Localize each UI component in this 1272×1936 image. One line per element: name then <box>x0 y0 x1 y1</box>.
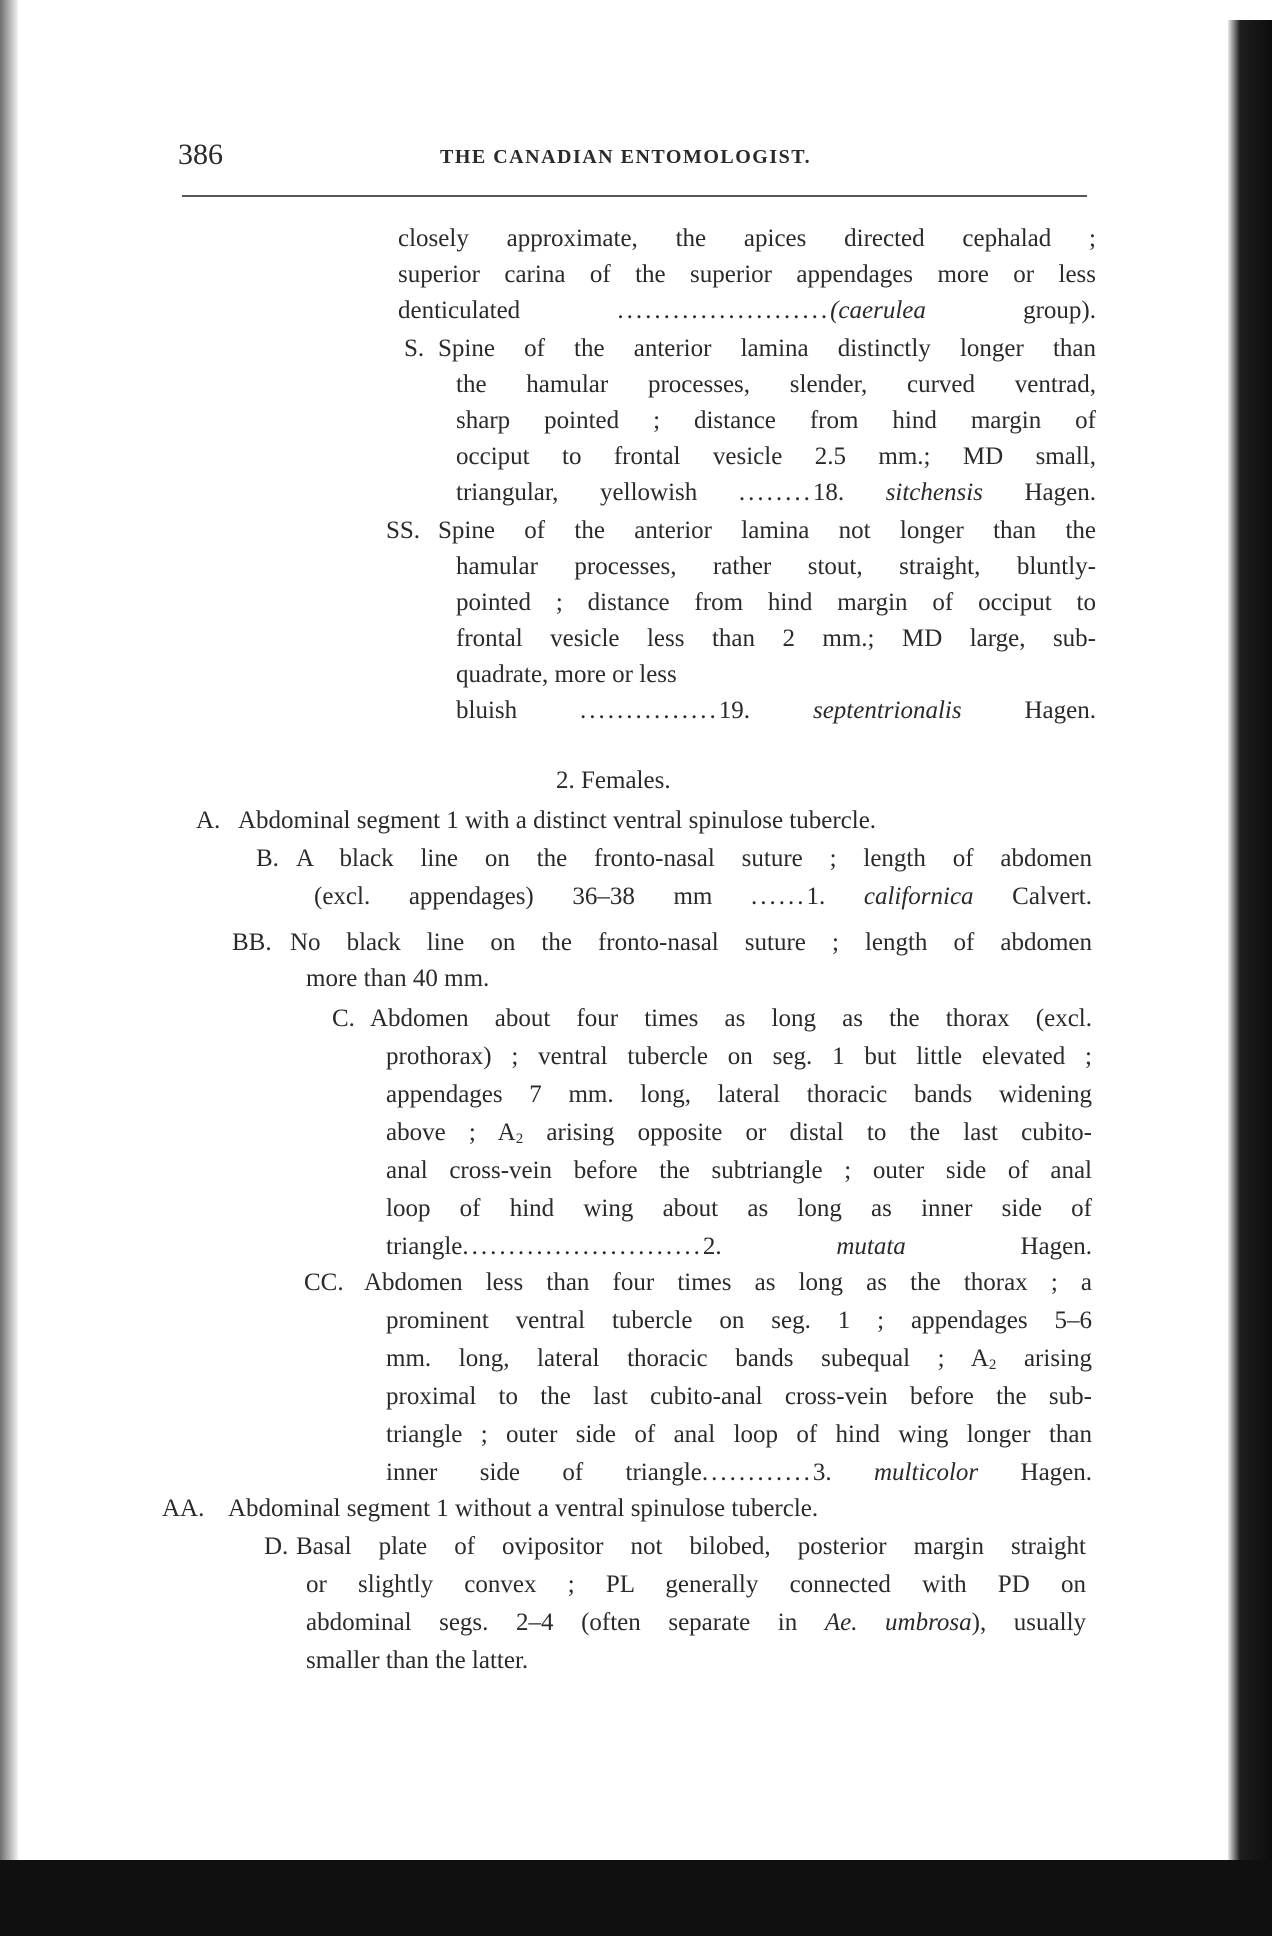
key-entry-line: (excl. appendages) 36–38 mm ......1. californica Calvert. <box>314 883 1093 910</box>
text-line: prominent ventral tubercle on seg. 1 ; appendages 5–6 <box>386 1307 1092 1334</box>
text-line: mm. long, lateral thoracic bands subequal ; $A_2$ arising <box>386 1345 1093 1373</box>
species-name: californica <box>863 883 974 910</box>
text-line: Abdomen about four times as long as the thorax (excl. <box>370 1005 1092 1032</box>
text-line: Abdominal segment 1 without a ventral spinulose tubercle. <box>228 1495 819 1522</box>
species-name: septentrionalis <box>812 697 962 724</box>
key-entry-line: denticulated .......................(caerulea group). <box>398 297 1096 324</box>
key-entry-line: triangular, yellowish ........18. sitchensis Hagen. <box>456 479 1096 506</box>
key-label-b: B. <box>256 845 279 872</box>
text-line: Abdomen less than four times as long as the thorax ; a <box>364 1269 1092 1296</box>
text-line: more than 40 mm. <box>306 965 490 992</box>
text-line: pointed ; distance from hind margin of occiput to <box>456 589 1096 616</box>
page-number: 386 <box>178 138 223 171</box>
key-entry-line: bluish ...............19. septentrionalis Hagen. <box>456 697 1096 724</box>
text-line: No black line on the fronto-nasal suture ; length of abdomen <box>290 929 1092 956</box>
text-line: Spine of the anterior lamina distinctly longer than <box>438 335 1096 362</box>
text-line: A black line on the fronto-nasal suture ; length of abdomen <box>296 845 1092 872</box>
species-group-name: (caerulea <box>830 297 926 324</box>
key-label-aa: AA. <box>162 1495 205 1522</box>
text-line: occiput to frontal vesicle 2.5 mm.; MD small, <box>456 443 1096 470</box>
header-rule <box>182 195 1087 197</box>
text-line: Abdominal segment 1 with a distinct ventral spinulose tubercle. <box>238 807 877 834</box>
text-line: abdominal segs. 2–4 (often separate in Ae. umbrosa), usually <box>306 1609 1087 1636</box>
text-line: hamular processes, rather stout, straight, bluntly- <box>456 553 1096 580</box>
text-line: Basal plate of ovipositor not bilobed, posterior margin straight <box>296 1533 1086 1560</box>
species-name: multicolor <box>873 1459 979 1486</box>
running-head: THE CANADIAN ENTOMOLOGIST. <box>440 146 812 168</box>
key-label-c: C. <box>332 1005 355 1032</box>
text-line: appendages 7 mm. long, lateral thoracic bands widening <box>386 1081 1092 1108</box>
species-name: Ae. umbrosa <box>824 1609 972 1636</box>
key-label-ss: SS. <box>386 517 421 544</box>
text-line: quadrate, more or less <box>456 661 677 688</box>
key-label-d: D. <box>264 1533 289 1560</box>
text-line: the hamular processes, slender, curved ventrad, <box>456 371 1096 398</box>
text-line: superior carina of the superior appendages more or less <box>398 261 1096 288</box>
key-label-cc: CC. <box>304 1269 344 1296</box>
text-line: smaller than the latter. <box>306 1647 529 1674</box>
text-line: sharp pointed ; distance from hind margin of <box>456 407 1096 434</box>
text-line: or slightly convex ; PL generally connected with PD on <box>306 1571 1086 1598</box>
text-line: closely approximate, the apices directed cephalad ; <box>398 225 1096 252</box>
text-line: Spine of the anterior lamina not longer than the <box>438 517 1096 544</box>
text-line: frontal vesicle less than 2 mm.; MD large, sub- <box>456 625 1096 652</box>
page-right-edge <box>1228 20 1272 1936</box>
key-label-bb: BB. <box>232 929 272 956</box>
text-line: loop of hind wing about as long as inner side of <box>386 1195 1092 1222</box>
key-entry-line: triangle..........................2. mutata Hagen. <box>386 1233 1092 1260</box>
section-heading: 2. Females. <box>556 767 671 794</box>
key-label-s: S. <box>404 335 425 362</box>
text-line: above ; $A_2$ arising opposite or distal to the last cubito- <box>386 1119 1092 1147</box>
page-left-shadow <box>0 0 18 1936</box>
key-entry-line: inner side of triangle............3. multicolor Hagen. <box>386 1459 1093 1486</box>
text-line: proximal to the last cubito-anal cross-vein before the sub- <box>386 1383 1092 1410</box>
species-name: sitchensis <box>885 479 983 506</box>
species-name: mutata <box>836 1233 906 1260</box>
key-label-a: A. <box>196 807 221 834</box>
page-bottom-edge <box>0 1860 1272 1936</box>
text-line: triangle ; outer side of anal loop of hind wing longer than <box>386 1421 1092 1448</box>
text-line: anal cross-vein before the subtriangle ; outer side of anal <box>386 1157 1092 1184</box>
text-line: prothorax) ; ventral tubercle on seg. 1 but little elevated ; <box>386 1043 1092 1070</box>
